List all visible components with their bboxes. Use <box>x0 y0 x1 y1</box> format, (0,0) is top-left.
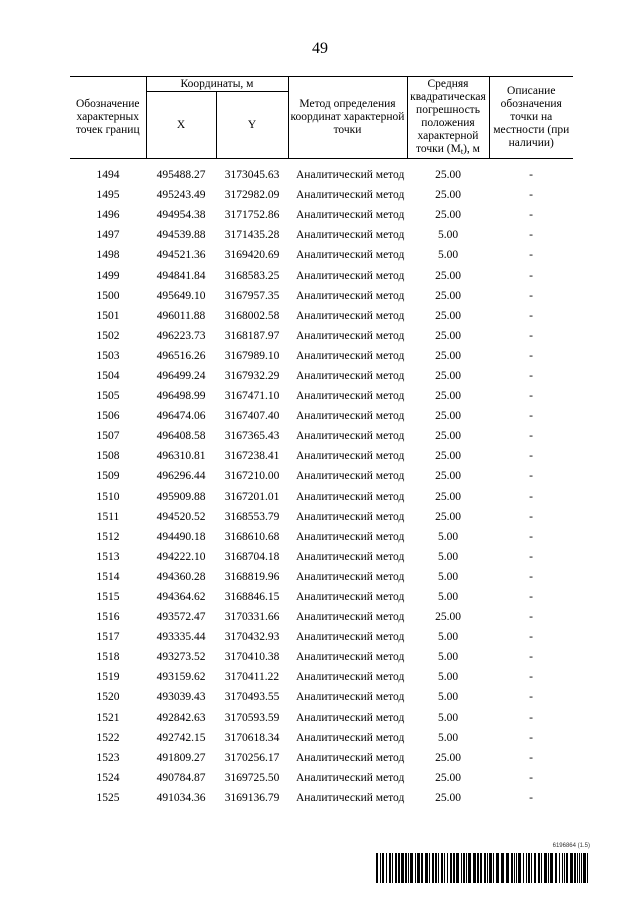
cell-description: - <box>529 450 533 463</box>
cell-description: - <box>529 169 533 182</box>
cell-method: Аналитический метод <box>296 189 405 202</box>
cell-method: Аналитический метод <box>296 209 405 222</box>
cell-coord-y: 3167989.10 <box>224 349 280 362</box>
cell-row-number: 1523 <box>96 751 120 764</box>
cell-coord-x: 496499.24 <box>156 369 206 382</box>
header-method: Метод определения координат характерной точки <box>288 77 407 159</box>
cell-method: Аналитический метод <box>296 731 405 744</box>
cell-description: - <box>529 631 533 644</box>
cell-description: - <box>529 771 533 784</box>
cell-description: - <box>529 591 533 604</box>
cell-coord-y: 3168610.68 <box>224 530 280 543</box>
barcode <box>376 843 590 885</box>
cell-description: - <box>529 550 533 563</box>
header-x: X <box>146 92 216 159</box>
cell-error-value: 25.00 <box>435 289 461 302</box>
cell-description: - <box>529 711 533 724</box>
cell-coord-y: 3167471.10 <box>224 390 280 403</box>
cell-error-value: 25.00 <box>435 450 461 463</box>
cell-description: - <box>529 249 533 262</box>
cell-error-value: 25.00 <box>435 510 461 523</box>
cell-row-number: 1525 <box>96 791 120 804</box>
cell-row-number: 1495 <box>96 189 120 202</box>
cell-row-number: 1504 <box>96 369 120 382</box>
cell-coord-x: 496310.81 <box>156 450 206 463</box>
table-row <box>70 386 573 406</box>
barcode-number: 6196864 (1.5) <box>552 843 590 849</box>
cell-error-value: 5.00 <box>437 550 459 563</box>
cell-description: - <box>529 309 533 322</box>
table-row <box>70 587 573 607</box>
cell-row-number: 1508 <box>96 450 120 463</box>
cell-coord-x: 496296.44 <box>156 470 206 483</box>
header-error-tail: ), м <box>463 142 480 155</box>
cell-coord-x: 494360.28 <box>156 570 206 583</box>
table-row <box>70 426 573 446</box>
table-row <box>70 306 573 326</box>
cell-description: - <box>529 791 533 804</box>
cell-row-number: 1519 <box>96 671 120 684</box>
header-error-subscript: t <box>460 146 464 156</box>
table-row <box>70 627 573 647</box>
cell-coord-x: 494222.10 <box>156 550 206 563</box>
cell-row-number: 1516 <box>96 611 120 624</box>
cell-method: Аналитический метод <box>296 631 405 644</box>
cell-error-value: 25.00 <box>435 209 461 222</box>
cell-coord-x: 494364.62 <box>156 591 206 604</box>
cell-coord-x: 494841.84 <box>156 269 206 282</box>
table-row <box>70 265 573 285</box>
cell-error-value: 25.00 <box>435 751 461 764</box>
table-row <box>70 728 573 748</box>
cell-description: - <box>529 430 533 443</box>
cell-row-number: 1506 <box>96 410 120 423</box>
cell-coord-x: 492742.15 <box>156 731 206 744</box>
cell-description: - <box>529 189 533 202</box>
cell-coord-x: 493039.43 <box>156 691 206 704</box>
cell-method: Аналитический метод <box>296 691 405 704</box>
table-row <box>70 748 573 768</box>
cell-method: Аналитический метод <box>296 671 405 684</box>
cell-row-number: 1498 <box>96 249 120 262</box>
cell-description: - <box>529 510 533 523</box>
cell-row-number: 1494 <box>96 169 120 182</box>
cell-method: Аналитический метод <box>296 390 405 403</box>
cell-row-number: 1502 <box>96 329 120 342</box>
cell-error-value: 5.00 <box>437 570 459 583</box>
cell-method: Аналитический метод <box>296 269 405 282</box>
cell-coord-y: 3170410.38 <box>224 651 280 664</box>
cell-coord-y: 3169136.79 <box>224 791 280 804</box>
cell-row-number: 1500 <box>96 289 120 302</box>
cell-method: Аналитический метод <box>296 510 405 523</box>
cell-row-number: 1499 <box>96 269 120 282</box>
cell-coord-y: 3170593.59 <box>224 711 280 724</box>
cell-method: Аналитический метод <box>296 591 405 604</box>
cell-coord-y: 3169725.50 <box>224 771 280 784</box>
cell-coord-x: 495649.10 <box>156 289 206 302</box>
table-row <box>70 165 573 185</box>
cell-coord-y: 3167407.40 <box>224 410 280 423</box>
cell-row-number: 1513 <box>96 550 120 563</box>
cell-coord-x: 490784.87 <box>156 771 206 784</box>
table-row <box>70 687 573 707</box>
cell-coord-y: 3170256.17 <box>224 751 280 764</box>
cell-coord-y: 3168846.15 <box>224 591 280 604</box>
cell-row-number: 1501 <box>96 309 120 322</box>
cell-row-number: 1509 <box>96 470 120 483</box>
cell-description: - <box>529 209 533 222</box>
cell-error-value: 5.00 <box>437 691 459 704</box>
cell-coord-y: 3170618.34 <box>224 731 280 744</box>
cell-row-number: 1507 <box>96 430 120 443</box>
cell-coord-x: 491809.27 <box>156 751 206 764</box>
header-description: Описание обозначения точки на местности (при наличии) <box>489 77 573 159</box>
cell-coord-y: 3168704.18 <box>224 550 280 563</box>
cell-method: Аналитический метод <box>296 550 405 563</box>
barcode-icon <box>376 853 590 883</box>
table-row <box>70 547 573 567</box>
cell-error-value: 25.00 <box>435 169 461 182</box>
table-row <box>70 788 573 808</box>
cell-coord-x: 496408.58 <box>156 430 206 443</box>
cell-method: Аналитический метод <box>296 611 405 624</box>
cell-error-value: 5.00 <box>437 711 459 724</box>
table-row <box>70 446 573 466</box>
cell-description: - <box>529 269 533 282</box>
cell-coord-x: 496498.99 <box>156 390 206 403</box>
cell-error-value: 25.00 <box>435 329 461 342</box>
cell-error-value: 25.00 <box>435 611 461 624</box>
table-row <box>70 366 573 386</box>
cell-coord-x: 494954.38 <box>156 209 206 222</box>
cell-coord-y: 3170493.55 <box>224 691 280 704</box>
cell-method: Аналитический метод <box>296 470 405 483</box>
cell-method: Аналитический метод <box>296 751 405 764</box>
cell-coord-y: 3167365.43 <box>224 430 280 443</box>
header-coordinates: Координаты, м <box>146 77 288 92</box>
cell-description: - <box>529 369 533 382</box>
cell-row-number: 1510 <box>96 490 120 503</box>
cell-error-value: 5.00 <box>437 671 459 684</box>
cell-method: Аналитический метод <box>296 309 405 322</box>
cell-coord-x: 495488.27 <box>156 169 206 182</box>
table-body <box>70 165 573 808</box>
cell-coord-y: 3168002.58 <box>224 309 280 322</box>
cell-coord-x: 496223.73 <box>156 329 206 342</box>
cell-error-value: 5.00 <box>437 591 459 604</box>
cell-description: - <box>529 289 533 302</box>
cell-description: - <box>529 470 533 483</box>
cell-coord-x: 494521.36 <box>156 249 206 262</box>
cell-row-number: 1524 <box>96 771 120 784</box>
cell-method: Аналитический метод <box>296 430 405 443</box>
cell-description: - <box>529 570 533 583</box>
cell-row-number: 1505 <box>96 390 120 403</box>
cell-error-value: 25.00 <box>435 189 461 202</box>
cell-description: - <box>529 731 533 744</box>
cell-description: - <box>529 751 533 764</box>
cell-row-number: 1503 <box>96 349 120 362</box>
cell-method: Аналитический метод <box>296 490 405 503</box>
table-row <box>70 286 573 306</box>
table-row <box>70 607 573 627</box>
table-row <box>70 487 573 507</box>
table-row <box>70 647 573 667</box>
cell-row-number: 1496 <box>96 209 120 222</box>
cell-error-value: 5.00 <box>437 249 459 262</box>
cell-coord-y: 3169420.69 <box>224 249 280 262</box>
cell-coord-x: 494490.18 <box>156 530 206 543</box>
cell-row-number: 1518 <box>96 651 120 664</box>
cell-coord-y: 3167957.35 <box>224 289 280 302</box>
cell-description: - <box>529 329 533 342</box>
cell-coord-x: 491034.36 <box>156 791 206 804</box>
cell-method: Аналитический метод <box>296 329 405 342</box>
table-row <box>70 667 573 687</box>
cell-coord-y: 3167238.41 <box>224 450 280 463</box>
table-row <box>70 527 573 547</box>
cell-method: Аналитический метод <box>296 651 405 664</box>
cell-coord-x: 493335.44 <box>156 631 206 644</box>
cell-method: Аналитический метод <box>296 369 405 382</box>
cell-description: - <box>529 490 533 503</box>
coordinates-table <box>70 76 573 808</box>
table-header <box>70 77 573 159</box>
table-row <box>70 326 573 346</box>
cell-coord-y: 3168819.96 <box>224 570 280 583</box>
cell-coord-y: 3170432.93 <box>224 631 280 644</box>
cell-coord-x: 496474.06 <box>156 410 206 423</box>
table-row <box>70 567 573 587</box>
cell-error-value: 25.00 <box>435 791 461 804</box>
cell-method: Аналитический метод <box>296 450 405 463</box>
table-row <box>70 466 573 486</box>
cell-description: - <box>529 390 533 403</box>
cell-coord-x: 494520.52 <box>156 510 206 523</box>
cell-coord-x: 493273.52 <box>156 651 206 664</box>
cell-description: - <box>529 651 533 664</box>
cell-error-value: 5.00 <box>437 530 459 543</box>
cell-error-value: 25.00 <box>435 410 461 423</box>
table-row <box>70 205 573 225</box>
cell-row-number: 1515 <box>96 591 120 604</box>
cell-description: - <box>529 410 533 423</box>
cell-method: Аналитический метод <box>296 229 405 242</box>
cell-coord-y: 3170411.22 <box>224 671 280 684</box>
cell-error-value: 25.00 <box>435 490 461 503</box>
cell-coord-y: 3167210.00 <box>224 470 280 483</box>
cell-coord-y: 3173045.63 <box>224 169 280 182</box>
cell-row-number: 1517 <box>96 631 120 644</box>
table-row <box>70 406 573 426</box>
cell-coord-x: 496516.26 <box>156 349 206 362</box>
cell-row-number: 1521 <box>96 711 120 724</box>
table-row <box>70 768 573 788</box>
cell-description: - <box>529 691 533 704</box>
header-y: Y <box>216 92 288 159</box>
cell-error-value: 25.00 <box>435 470 461 483</box>
cell-coord-y: 3168187.97 <box>224 329 280 342</box>
header-designation: Обозначение характерных точек границ <box>70 77 146 159</box>
cell-row-number: 1522 <box>96 731 120 744</box>
cell-coord-x: 493159.62 <box>156 671 206 684</box>
cell-method: Аналитический метод <box>296 711 405 724</box>
cell-coord-x: 495243.49 <box>156 189 206 202</box>
cell-method: Аналитический метод <box>296 771 405 784</box>
cell-coord-y: 3167932.29 <box>224 369 280 382</box>
cell-coord-x: 496011.88 <box>156 309 206 322</box>
cell-error-value: 25.00 <box>435 390 461 403</box>
cell-coord-x: 493572.47 <box>156 611 206 624</box>
cell-error-value: 25.00 <box>435 349 461 362</box>
table-row <box>70 225 573 245</box>
cell-error-value: 25.00 <box>435 309 461 322</box>
cell-error-value: 25.00 <box>435 771 461 784</box>
cell-error-value: 5.00 <box>437 651 459 664</box>
header-error-text: Средняя квадратическая погрешность положения характерной точки (M <box>410 77 486 155</box>
cell-error-value: 5.00 <box>437 731 459 744</box>
table-row <box>70 346 573 366</box>
cell-method: Аналитический метод <box>296 349 405 362</box>
cell-row-number: 1520 <box>96 691 120 704</box>
cell-error-value: 5.00 <box>437 631 459 644</box>
cell-method: Аналитический метод <box>296 530 405 543</box>
cell-coord-x: 495909.88 <box>156 490 206 503</box>
cell-coord-y: 3172982.09 <box>224 189 280 202</box>
cell-row-number: 1497 <box>96 229 120 242</box>
cell-coord-y: 3168583.25 <box>224 269 280 282</box>
cell-method: Аналитический метод <box>296 249 405 262</box>
cell-coord-x: 492842.63 <box>156 711 206 724</box>
cell-row-number: 1514 <box>96 570 120 583</box>
cell-error-value: 5.00 <box>437 229 459 242</box>
header-error <box>407 77 489 159</box>
cell-method: Аналитический метод <box>296 410 405 423</box>
cell-method: Аналитический метод <box>296 169 405 182</box>
cell-description: - <box>529 229 533 242</box>
cell-coord-y: 3171752.86 <box>224 209 280 222</box>
cell-coord-y: 3171435.28 <box>224 229 280 242</box>
cell-description: - <box>529 611 533 624</box>
cell-coord-y: 3170331.66 <box>224 611 280 624</box>
cell-method: Аналитический метод <box>296 289 405 302</box>
page-number: 49 <box>312 40 328 57</box>
cell-row-number: 1512 <box>96 530 120 543</box>
cell-error-value: 25.00 <box>435 369 461 382</box>
table-row <box>70 185 573 205</box>
cell-error-value: 25.00 <box>435 430 461 443</box>
cell-description: - <box>529 671 533 684</box>
cell-row-number: 1511 <box>96 510 120 523</box>
cell-coord-y: 3167201.01 <box>224 490 280 503</box>
cell-description: - <box>529 349 533 362</box>
table-row <box>70 708 573 728</box>
table-row <box>70 245 573 265</box>
cell-description: - <box>529 530 533 543</box>
cell-coord-y: 3168553.79 <box>224 510 280 523</box>
table-row <box>70 507 573 527</box>
cell-method: Аналитический метод <box>296 791 405 804</box>
cell-error-value: 25.00 <box>435 269 461 282</box>
cell-method: Аналитический метод <box>296 570 405 583</box>
cell-coord-x: 494539.88 <box>156 229 206 242</box>
